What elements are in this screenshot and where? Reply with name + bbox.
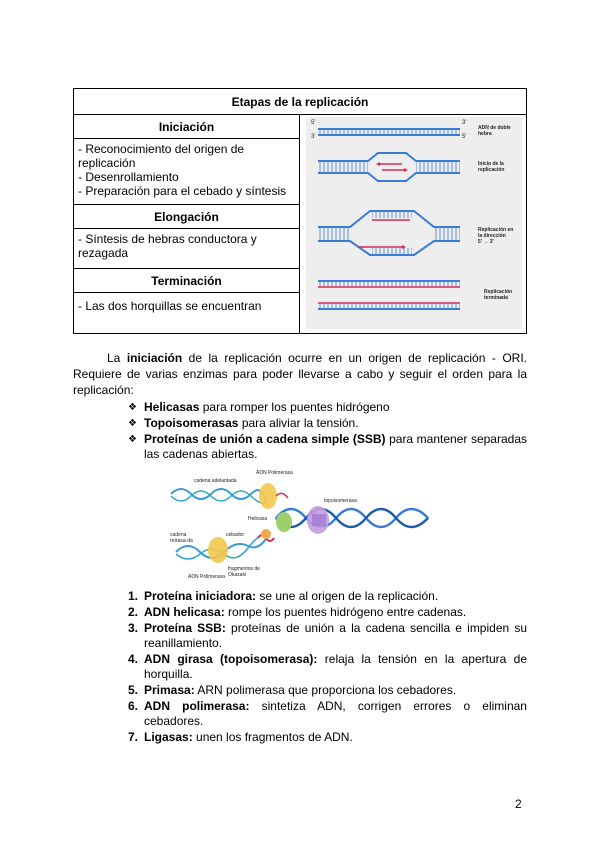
replication-stages-table: [73, 88, 527, 334]
list-item: [128, 652, 527, 682]
stage-body-elongation: [74, 229, 299, 269]
replication-diagram: [306, 117, 522, 329]
list-number: 6.: [128, 699, 139, 713]
bullet-text: para romper los puentes hidrógeno: [199, 400, 390, 414]
diagram-terminated: [318, 281, 460, 309]
stages-column: [74, 115, 300, 333]
enzyme-label: fragmentos de Okazaki: [228, 566, 260, 578]
stage-line: - Desenrollamiento: [78, 170, 179, 184]
page-number: 2: [515, 797, 522, 811]
table-title: Etapas de la replicación: [74, 89, 526, 115]
list-text: relaja la tensión en la apertura de horquilla.: [144, 652, 528, 681]
list-item: [128, 621, 527, 651]
list-term: Proteína SSB:: [144, 621, 226, 635]
stages-figure-column: [300, 115, 526, 333]
list-text: se une al origen de la replicación.: [256, 589, 439, 603]
list-item: [128, 699, 527, 729]
list-item: [128, 683, 527, 698]
bullet-item: [128, 400, 527, 415]
enzyme-numbered-list: [128, 589, 527, 746]
enzyme-label: ADN Polimerasa: [256, 470, 293, 476]
bullet-item: [128, 432, 527, 462]
enzyme-label: Helicasa: [248, 516, 268, 522]
list-term: ADN helicasa:: [144, 605, 225, 619]
figure-caption: replicación: [478, 167, 505, 173]
figure-caption: Replicación en: [478, 227, 514, 233]
intro-rest: de la replicación ocurre en un origen de replicación - ORI. Requiere de varias enzimas para poder llevarse a cabo y seguir el orden para la replicación:: [73, 351, 528, 397]
diamond-bullet-icon: ❖: [128, 402, 137, 413]
strand-label: 3': [311, 134, 316, 140]
bullet-item: [128, 416, 527, 431]
list-number: 2.: [128, 605, 139, 619]
list-item: [128, 730, 527, 745]
bullet-text: para aliviar la tensión.: [238, 416, 359, 430]
list-number: 4.: [128, 652, 139, 666]
enzyme-bullet-list: [128, 400, 527, 463]
list-text: rompe los puentes hidrógeno entre cadenas.: [224, 605, 467, 619]
list-text: proteínas de unión a la cadena sencilla e impiden su reanillamiento.: [144, 621, 528, 650]
intro-term: iniciación: [126, 351, 183, 365]
bullet-term: Proteínas de unión a cadena simple (SSB): [144, 432, 386, 446]
bullet-term: Topoisomerasas: [144, 416, 239, 430]
figure-caption: Replicación: [484, 289, 513, 295]
strand-label: 5': [462, 134, 467, 140]
bullet-term: Helicasas: [144, 400, 200, 414]
intro-paragraph: [73, 350, 527, 398]
strand-label: 3': [462, 120, 467, 126]
list-term: Proteína iniciadora:: [144, 589, 257, 603]
stage-line: replicación: [78, 156, 136, 170]
stage-line: - Síntesis de hebras conductora y: [78, 232, 257, 246]
figure-caption: 5' → 3': [478, 239, 494, 245]
stage-heading-termination: Terminación: [74, 269, 299, 293]
diamond-bullet-icon: ❖: [128, 418, 137, 429]
list-number: 1.: [128, 589, 139, 603]
diagram-initiation-bubble: [318, 153, 460, 181]
stage-heading-elongation: Elongación: [74, 205, 299, 229]
list-number: 7.: [128, 730, 139, 744]
diagram-double-strand: [318, 129, 460, 135]
figure-caption: la dirección: [478, 233, 506, 239]
enzyme-label: ADN Polimerasa: [188, 574, 225, 580]
list-term: Primasa:: [144, 683, 195, 697]
list-term: Ligasas:: [144, 730, 193, 744]
list-text: unen los fragmentos de ADN.: [192, 730, 353, 744]
list-term: ADN girasa (topoisomerasa):: [144, 652, 318, 666]
intro-lead: La: [107, 351, 127, 365]
figure-caption: ADN de doble: [478, 125, 511, 131]
strand-label: 5': [311, 120, 316, 126]
figure-caption: terminada: [484, 295, 508, 301]
list-text: ARN polimerasa que proporciona los cebadores.: [194, 683, 457, 697]
enzyme-label: cadena adelantada: [194, 478, 237, 484]
list-term: ADN polimerasa:: [144, 699, 250, 713]
enzyme-label: cebador: [226, 532, 245, 538]
figure-caption: hebra: [478, 131, 492, 137]
enzyme-label: topoisomerasa: [324, 498, 357, 504]
replication-fork-figure: [166, 466, 432, 584]
list-text: sintetiza ADN, corrigen errores o eliminan cebadores.: [144, 699, 527, 728]
list-item: [128, 605, 527, 620]
bullet-text: para mantener separadas las cadenas abiertas.: [144, 432, 527, 461]
enzyme-label: cadena retrasa-da: [170, 532, 193, 544]
stage-line: - Las dos horquillas se encuentran: [78, 299, 262, 313]
stage-line: rezagada: [78, 246, 129, 260]
list-number: 5.: [128, 683, 139, 697]
stage-body-termination: [74, 293, 299, 333]
list-number: 3.: [128, 621, 139, 635]
stage-line: - Preparación para el cebado y síntesis: [78, 184, 287, 198]
stage-heading-initiation: Iniciación: [74, 115, 299, 139]
diamond-bullet-icon: ❖: [128, 434, 137, 445]
figure-caption: Inicio de la: [478, 161, 504, 167]
stage-body-initiation: [74, 139, 299, 205]
diagram-elongation: [318, 211, 460, 255]
stage-line: - Reconocimiento del origen de: [78, 142, 245, 156]
list-item: [128, 589, 527, 604]
